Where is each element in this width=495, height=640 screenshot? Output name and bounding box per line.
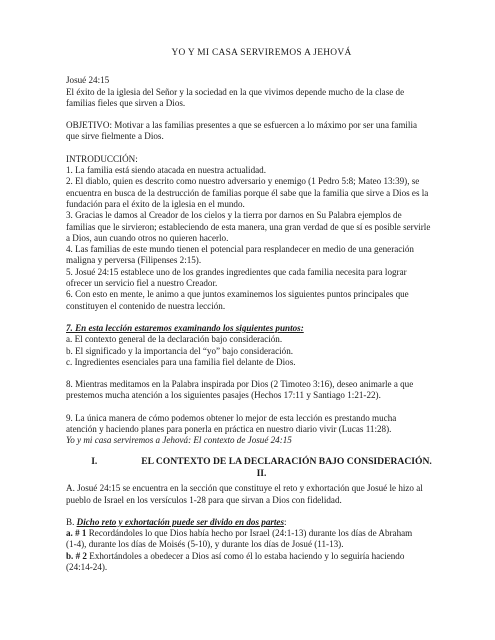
section-b-item-b-marker: b. # 2 xyxy=(66,550,87,561)
introduction-section xyxy=(66,154,457,312)
section-b-paragraph xyxy=(66,517,457,573)
point-9-paragraph xyxy=(66,413,457,447)
objective-line: que sirve fielmente a Dios. xyxy=(66,131,164,142)
section-a-line: pueblo de Israel en los versículos 1-28 para que sirvan a Dios con fidelidad. xyxy=(66,494,342,505)
section-b-item-b-text: Exhortándoles a obedecer a Dios así como él lo estaba haciendo y lo seguiría haciendo xyxy=(86,550,405,561)
introduction-line: 6. Con esto en mente, le animo a que juntos examinemos los siguientes puntos principales que xyxy=(66,289,409,300)
section-b-prefix: B. xyxy=(66,516,77,527)
introduction-line: 2. El diablo, quien es descrito como nuestro adversario y enemigo (1 Pedro 5:8; Mateo 13:39), se xyxy=(66,176,420,187)
introduction-line: familias que le sirvieron; estableciendo de esta manera, una gran verdad de que sí es posible servirle xyxy=(66,221,431,232)
introduction-line: fundación para el éxito de la iglesia en el mundo. xyxy=(66,198,245,209)
introduction-line: 5. Josué 24:15 establece uno de los grandes ingredientes que cada familia necesita para lograr xyxy=(66,266,407,277)
introduction-line: 4. Las familias de este mundo tienen el potencial para resplandecer en medio de una generación xyxy=(66,244,414,255)
section-b-heading-line xyxy=(66,517,457,528)
point-9-italic-line: Yo y mi casa serviremos a Jehová: El contexto de Josué 24:15 xyxy=(66,435,292,446)
introduction-line: a Dios, aun cuando otros no quieren hacerlo. xyxy=(66,232,229,243)
section-a-line: A. Josué 24:15 se encuentra en la sección que constituye el reto y exhortación que Josué le hizo al xyxy=(66,483,423,494)
section-b-item-a-cont: (1-4), durante los días de Moisés (5-10), y durante los días de Josué (11-13). xyxy=(66,539,344,550)
intro-paragraph xyxy=(66,75,457,109)
section-number-2: II. xyxy=(256,467,267,479)
introduction-line: ofrecer un servicio fiel a nuestro Creador. xyxy=(66,278,218,289)
section-b-item-b-cont: (24:14-24). xyxy=(66,561,108,572)
point-7-line: c. Ingredientes esenciales para una familia fiel delante de Dios. xyxy=(66,356,296,367)
introduction-line: constituyen el contenido de nuestra lección. xyxy=(66,300,226,311)
section-b-item-a-marker: a. # 1 xyxy=(66,528,87,539)
page-title: YO Y MI CASA SERVIREMOS A JEHOVÁ xyxy=(171,48,352,58)
introduction-line: 3. Gracias le damos al Creador de los cielos y la tierra por darnos en Su Palabra ejemplos de xyxy=(66,210,402,221)
point-8-line: 8. Mientras meditamos en la Palabra inspirada por Dios (2 Timoteo 3:16), deseo animarle a que xyxy=(66,379,414,390)
point-7-heading: 7. En esta lección estaremos examinando los siguientes puntos: xyxy=(66,322,304,333)
point-9-line: atención y haciendo planes para ponerla en práctica en nuestro diario vivir (Lucas 11:28). xyxy=(66,424,392,435)
section-title: EL CONTEXTO DE LA DECLARACIÓN BAJO CONSIDERACIÓN. xyxy=(141,455,432,467)
section-number: I. xyxy=(91,455,98,467)
introduction-heading: INTRODUCCIÓN: xyxy=(66,153,138,164)
section-b-item-a-text: Recordándoles lo que Dios había hecho por Israel (24:1-13) durante los días de Abraham xyxy=(86,528,413,539)
section-b-item-a xyxy=(66,528,457,539)
section-b-heading: Dicho reto y exhortación puede ser divido en dos partes xyxy=(76,516,285,527)
point-8-paragraph xyxy=(66,379,457,402)
scripture-reference: Josué 24:15 xyxy=(66,75,110,86)
point-7-line: a. El contexto general de la declaración bajo consideración. xyxy=(66,334,283,345)
introduction-line: 1. La familia está siendo atacada en nuestra actualidad. xyxy=(66,165,266,176)
intro-line: familias fieles que sirven a Dios. xyxy=(66,97,186,108)
point-8-line: prestemos mucha atención a los siguientes pasajes (Hechos 17:11 y Santiago 1:21-22). xyxy=(66,390,381,401)
section-a-paragraph xyxy=(66,483,457,506)
section-b-colon: : xyxy=(284,516,287,527)
objective-line: OBJETIVO: Motivar a las familias presentes a que se esfuercen a lo máximo por ser una familia xyxy=(66,120,418,131)
point-7-line: b. El significado y la importancia del “yo” bajo consideración. xyxy=(66,345,294,356)
point-9-line: 9. La única manera de cómo podemos obtener lo mejor de esta lección es prestando mucha xyxy=(66,412,397,423)
section-heading xyxy=(66,456,457,467)
section-b-item-b xyxy=(66,551,457,562)
point-7-section xyxy=(66,323,457,368)
introduction-line: encuentra en busca de la destrucción de familias porque él sabe que la familia que sirve a Dios es la xyxy=(66,187,429,198)
objective-paragraph xyxy=(66,120,457,143)
introduction-line: maligna y perversa (Filipenses 2:15). xyxy=(66,255,202,266)
intro-line: El éxito de la iglesia del Señor y la sociedad en la que vivimos depende mucho de la clase de xyxy=(66,86,405,97)
